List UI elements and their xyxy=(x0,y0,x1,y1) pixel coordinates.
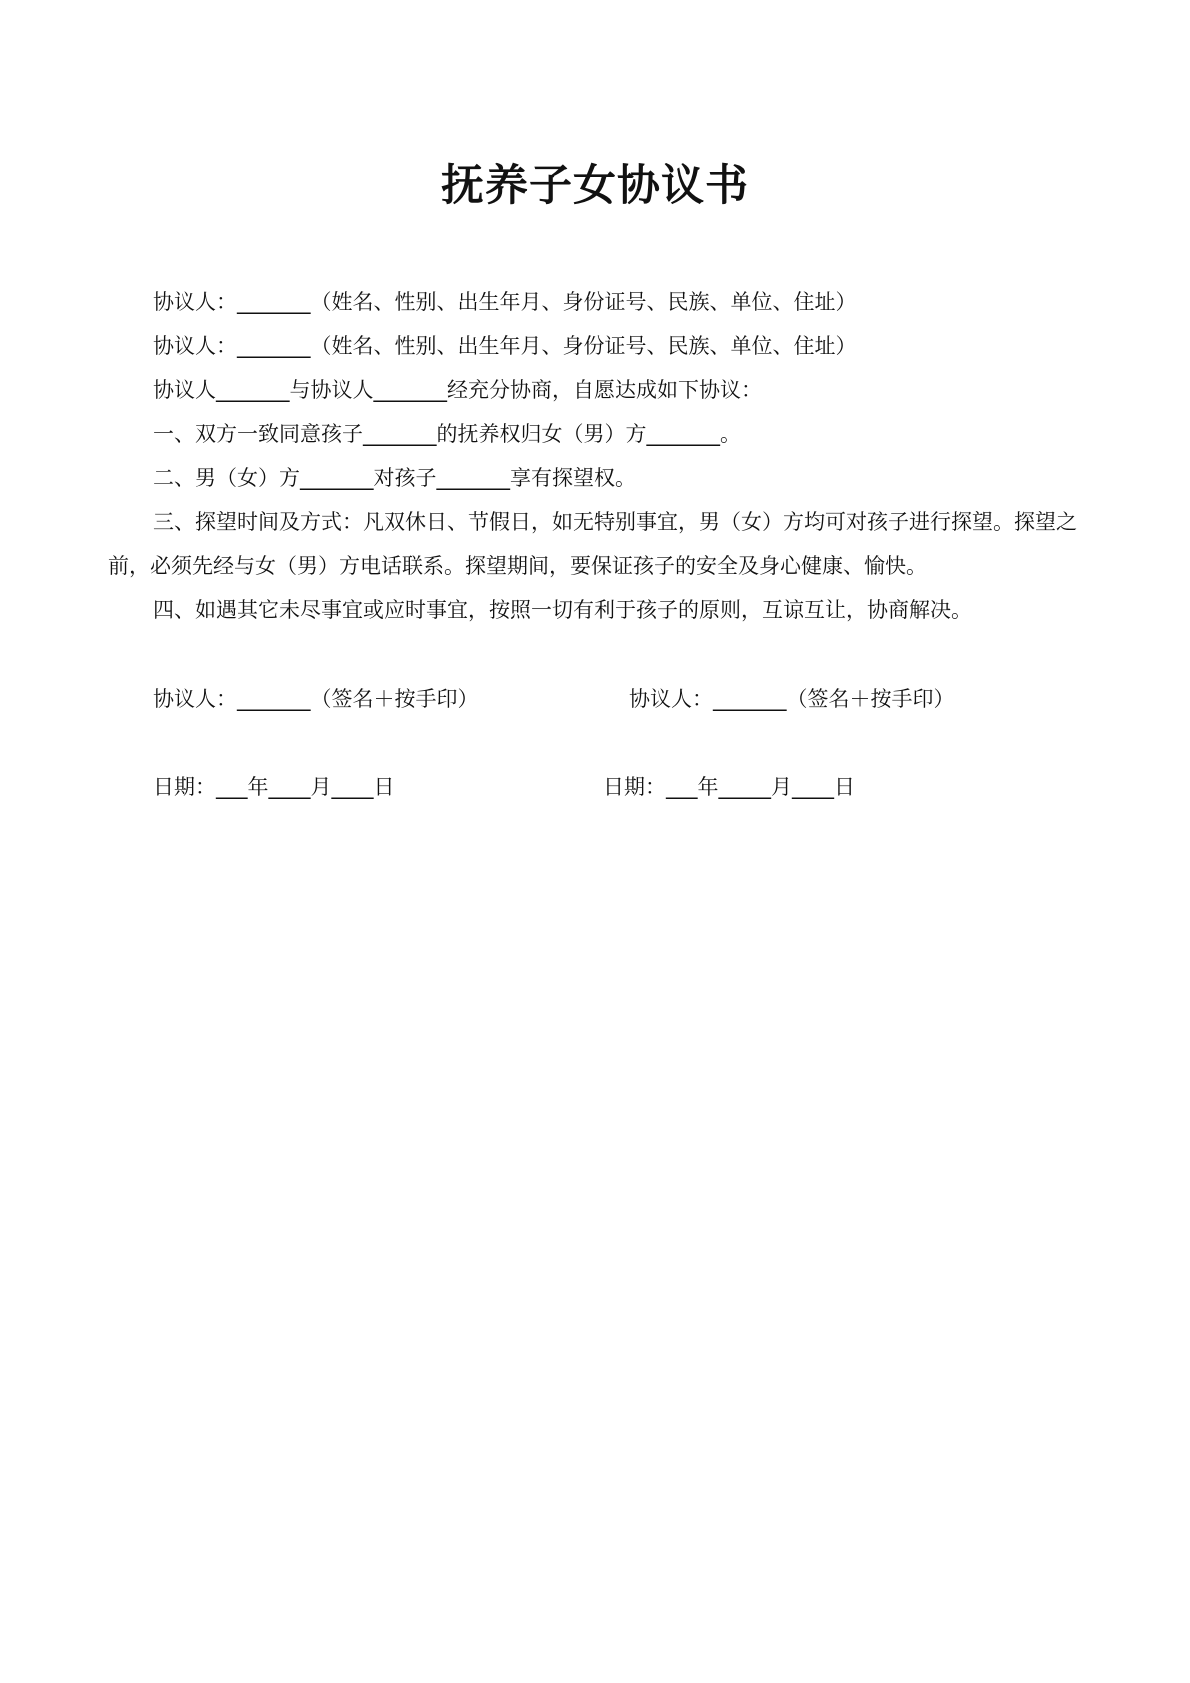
signature-left: 协议人：_______（签名＋按手印） xyxy=(153,687,479,711)
signature-right: 协议人：_______（签名＋按手印） xyxy=(629,687,955,711)
date-left: 日期：___年____月____日 xyxy=(153,775,395,799)
clause-visitation-right: 二、男（女）方_______对孩子_______享有探望权。 xyxy=(153,466,636,490)
party-one-line: 协议人：_______（姓名、性别、出生年月、身份证号、民族、单位、住址） xyxy=(153,290,857,314)
agreement-intro: 协议人_______与协议人_______经充分协商，自愿达成如下协议： xyxy=(153,378,762,402)
agreement-body xyxy=(108,280,1088,632)
clause-other-matters: 四、如遇其它未尽事宜或应时事宜，按照一切有利于孩子的原则，互谅互让，协商解决。 xyxy=(153,598,972,622)
date-right: 日期：___年_____月____日 xyxy=(603,775,855,799)
document-title: 抚养子女协议书 xyxy=(441,161,749,211)
clause-visitation-method: 三、探望时间及方式：凡双休日、节假日，如无特别事宜，男（女）方均可对孩子进行探望。探望之前，必须先经与女（男）方电话联系。探望期间，要保证孩子的安全及身心健康、愉快。 xyxy=(108,510,1077,578)
clause-custody: 一、双方一致同意孩子_______的抚养权归女（男）方_______。 xyxy=(153,422,741,446)
party-two-line: 协议人：_______（姓名、性别、出生年月、身份证号、民族、单位、住址） xyxy=(153,334,857,358)
